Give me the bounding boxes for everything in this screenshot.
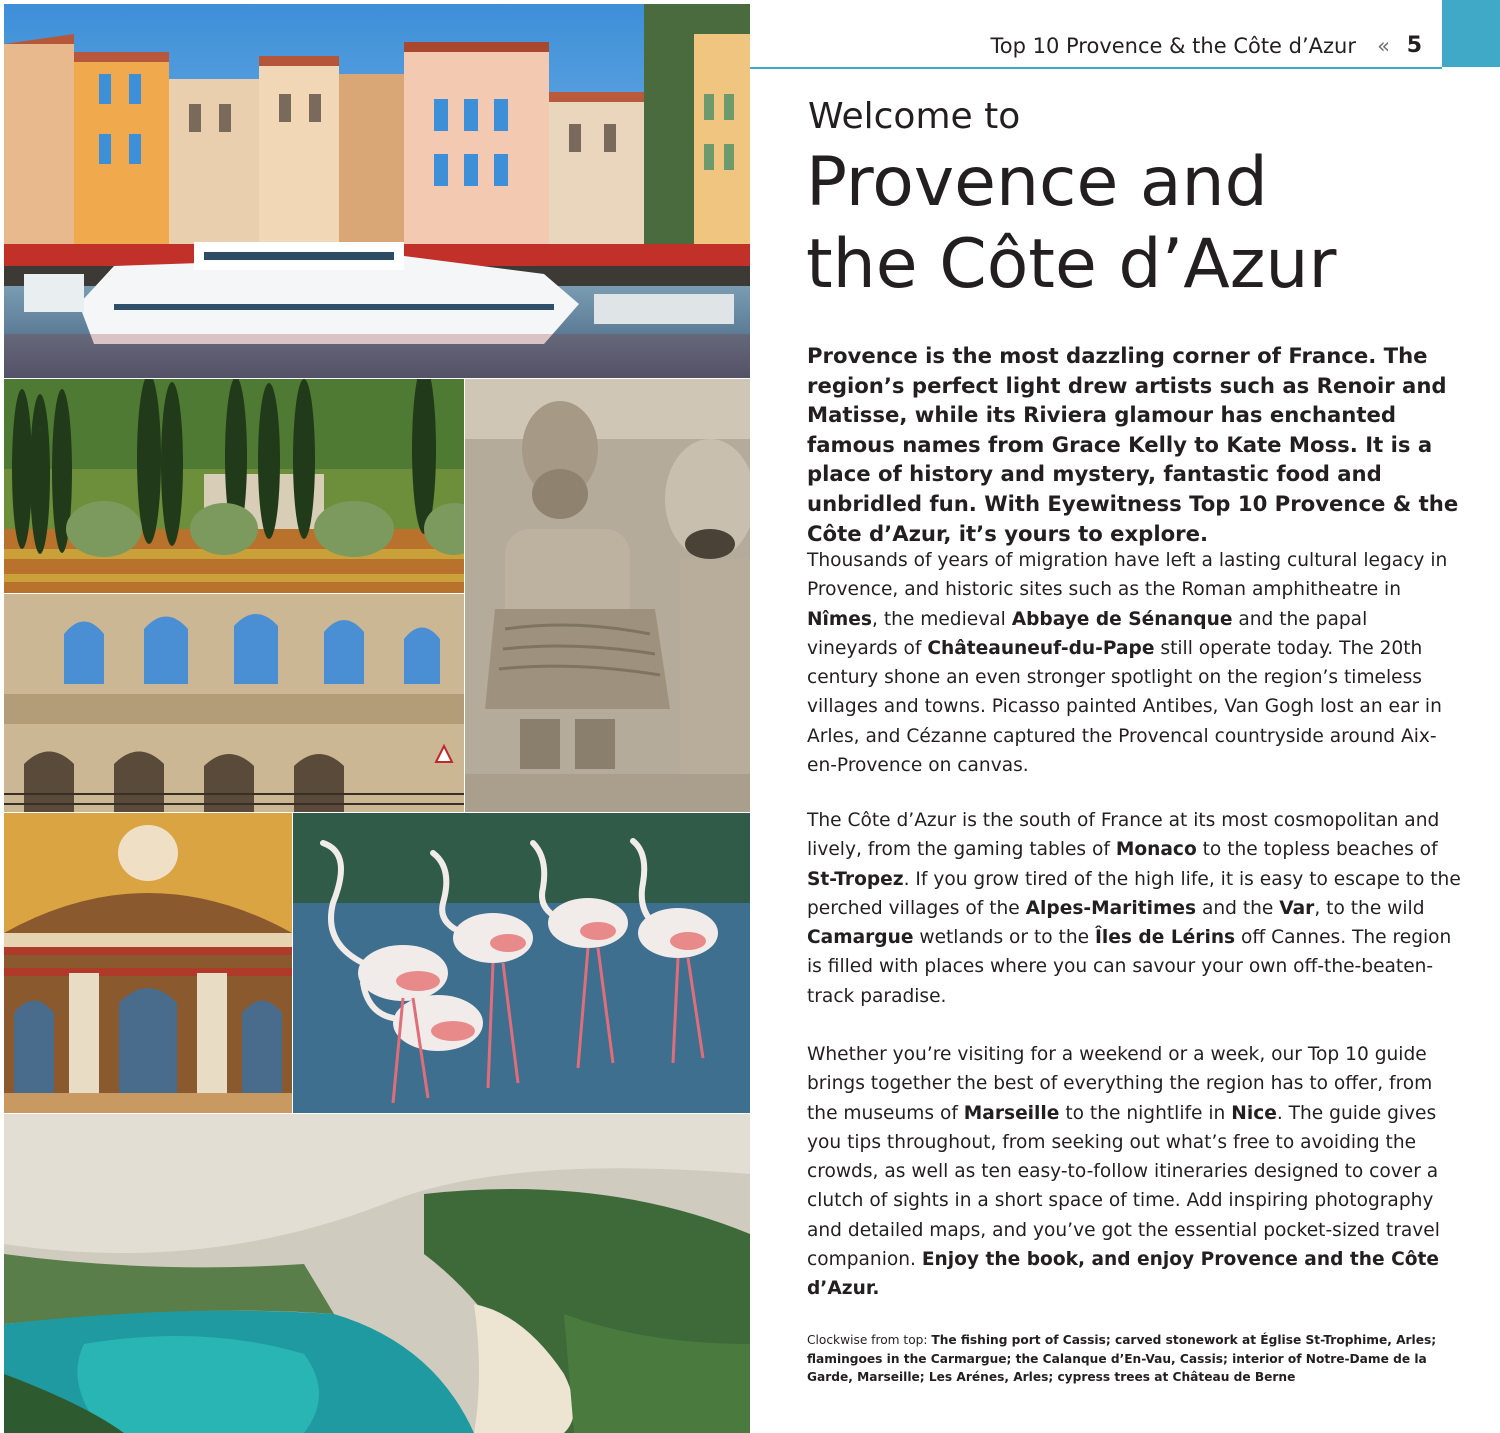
text-span: Whether you’re visiting for a weekend or a week, our Top 10 guide brings together the best of everything the region has to offer, from the museums of	[807, 1044, 1433, 1124]
intro-paragraph: Provence is the most dazzling corner of France. The region’s perfect light drew artists such as Renoir and Matisse, while its Riviera glamour has enchanted famous names from Grace Kelly to Kate Moss. It is a place of history and mystery, fantastic food and unbridled fun. With Eyewitness Top 10 Provence & the Côte d’Azur, it’s yours to explore.	[807, 343, 1459, 546]
running-header-title: Top 10 Provence & the Côte d’Azur	[990, 34, 1356, 58]
caption-text: The fishing port of Cassis; carved stonework at Église St-Trophime, Arles; flamingoes in the Carmargue; the Calanque d’En-Vau, Cassis; interior of Notre-Dame de la Garde, Marseille; Les Arénes, Arles; cypress trees at Château de Berne	[807, 1333, 1437, 1384]
text-span: The Côte d’Azur is the south of France at its most cosmopolitan and lively, from the gaming tables of	[807, 810, 1440, 861]
body-paragraph-3	[807, 1040, 1462, 1304]
body-paragraph-2	[807, 806, 1462, 1011]
bold-place: Îles de Lérins	[1094, 927, 1236, 949]
text-span: and the	[1196, 897, 1280, 919]
text-span: still operate today. The 20th century shone an even stronger spotlight on the region’s timeless villages and towns. Picasso painted Antibes, Van Gogh lost an ear in Arles, and Cézanne captured the Provencal countryside around Aix-en-Provence on canvas.	[807, 637, 1442, 777]
text-span: . If you grow tired of the high life, it is easy to escape to the perched villages of the	[807, 868, 1461, 919]
text-span: , to the wild	[1314, 897, 1425, 919]
photo-les-arenes	[4, 594, 464, 812]
photo-caption	[807, 1331, 1467, 1387]
page-title-line1: Provence and	[806, 143, 1268, 222]
page-number: 5	[1406, 33, 1422, 58]
bold-place: Alpes-Maritimes	[1025, 897, 1197, 919]
bold-place: Var	[1279, 897, 1315, 919]
closing-sentence: Enjoy the book, and enjoy Provence and the Côte d’Azur.	[807, 1249, 1439, 1300]
page-title-line2: the Côte d’Azur	[806, 225, 1337, 304]
text-span: , the medieval	[872, 608, 1012, 630]
text-span: to the nightlife in	[1059, 1102, 1232, 1124]
welcome-heading: Welcome to	[808, 96, 1021, 137]
photo-notre-dame-interior	[4, 813, 292, 1113]
page-title	[806, 142, 1456, 306]
text-page	[750, 0, 1500, 1433]
text-span: to the topless beaches of	[1196, 839, 1438, 861]
chevron-left-double-icon: «	[1377, 34, 1390, 58]
bold-place: Marseille	[963, 1102, 1060, 1124]
text-span: off Cannes. The region is filled with places where you can savour your own off-the-beaten-track paradise.	[807, 927, 1452, 1007]
bold-place: Camargue	[807, 927, 914, 949]
text-span: wetlands or to the	[913, 927, 1095, 949]
text-span: . The guide gives you tips throughout, from seeking out what’s free to avoiding the crowds, as well as ten easy-to-follow itineraries designed to cover a clutch of sights in a short space of time. Add inspiring photography and detailed maps, and you’ve got the essential pocket-sized travel companion.	[807, 1102, 1440, 1271]
photo-st-trophime-stonework	[465, 379, 750, 812]
caption-lead: Clockwise from top:	[807, 1333, 932, 1347]
bold-place: Abbaye de Sénanque	[1011, 608, 1233, 630]
bold-place: St-Tropez	[807, 868, 904, 890]
running-header	[750, 30, 1442, 69]
text-span: and the papal vineyards of	[807, 608, 1368, 659]
bold-place: Nice	[1231, 1102, 1277, 1124]
photo-flamingoes	[293, 813, 750, 1113]
accent-tab	[1442, 0, 1500, 67]
bold-place: Châteauneuf-du-Pape	[927, 637, 1155, 659]
text-span: Thousands of years of migration have left a lasting cultural legacy in Provence, and historic sites such as the Roman amphitheatre in	[807, 550, 1448, 601]
photo-calanque-en-vau	[4, 1114, 750, 1433]
bold-place: Nîmes	[807, 608, 872, 630]
photo-cassis-harbour	[4, 4, 750, 378]
bold-place: Monaco	[1115, 839, 1197, 861]
body-paragraph-1	[807, 546, 1462, 780]
photo-cypress-trees	[4, 379, 464, 593]
